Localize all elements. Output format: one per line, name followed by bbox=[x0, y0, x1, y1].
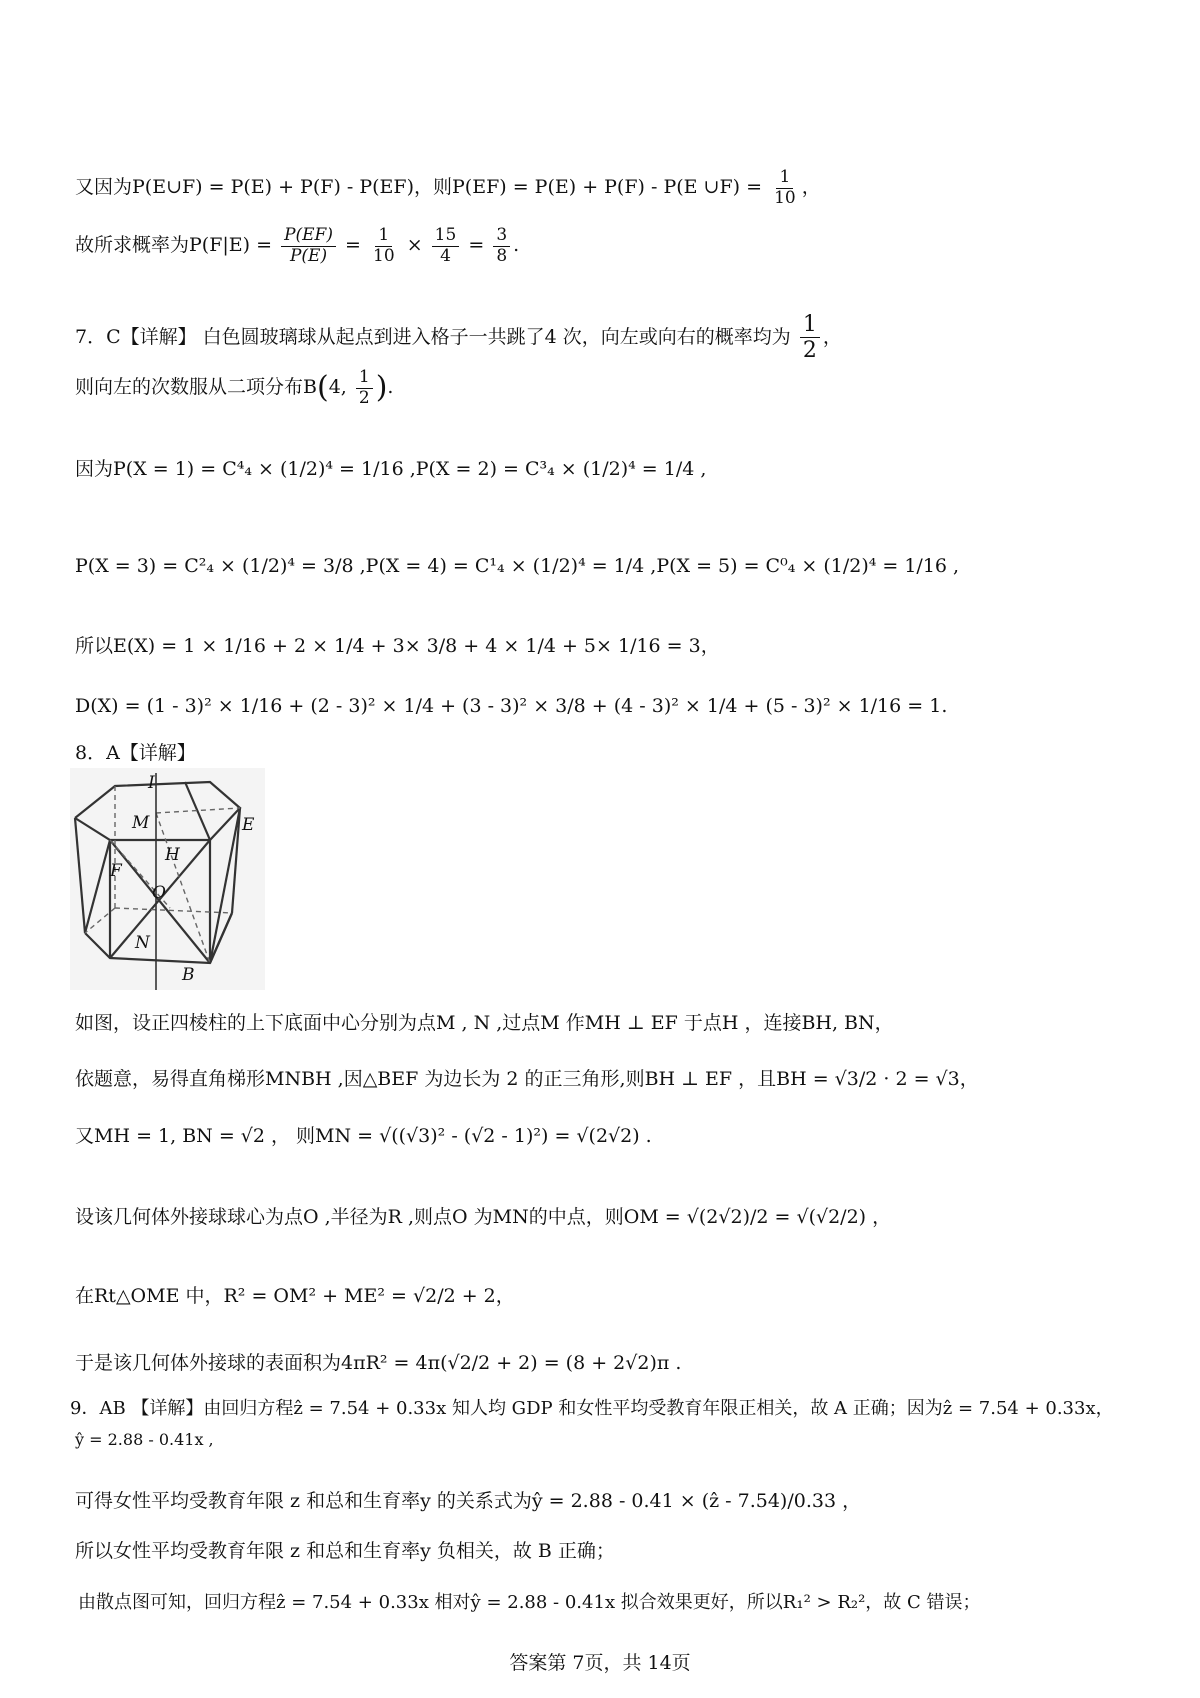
line-negative-corr: 所以女性平均受教育年限 z 和总和生育率y 负相关，故 B 正确； bbox=[75, 1540, 615, 1562]
fraction-1-10: $\frac{1}{10}$ bbox=[774, 167, 796, 208]
line-binomial: 则向左的次数服从二项分布B(4, $\frac{1}{2}$ ). bbox=[75, 367, 394, 408]
line-mn-length: 又MH = 1, BN = √2 ， 则MN = √((√3)² - (√2 - 1)²) = √(2√2) . bbox=[75, 1125, 652, 1147]
line-fit-compare: 由散点图可知，回归方程ẑ = 7.54 + 0.33x 相对ŷ = 2.88 - 0.41x 拟合效果更好，所以R₁² > R₂²，故 C 错误； bbox=[78, 1592, 981, 1613]
line-surface-area: 于是该几何体外接球的表面积为4πR² = 4π(√2/2 + 2) = (8 + 2√2)π . bbox=[75, 1352, 682, 1374]
line-relation: 可得女性平均受教育年限 z 和总和生育率y 的关系式为ŷ = 2.88 - 0.41 × (ẑ - 7.54)/0.33 ， bbox=[75, 1490, 862, 1512]
line1-text: 又因为P(E∪F) = P(E) + P(F) - P(EF)，则P(EF) = P(E) + P(F) - P(E ∪F) = bbox=[75, 176, 763, 199]
fraction-half: $\frac{1}{2}$ bbox=[800, 312, 820, 364]
line-union-prob: 又因为P(E∪F) = P(E) + P(F) - P(EF)，则P(EF) = P(E) + P(F) - P(E ∪F) = $\frac{1}{10}$ ， bbox=[75, 167, 821, 208]
line2-text: 故所求概率为P(F|E) = bbox=[75, 234, 273, 257]
line-variance: D(X) = (1 - 3)² × 1/16 + (2 - 3)² × 1/4 + (3 - 3)² × 3/8 + (4 - 3)² × 1/4 + (5 - 3)² × 1/16 = 1. bbox=[75, 695, 948, 717]
page-footer: 答案第 7页，共 14页 bbox=[509, 1652, 691, 1674]
figure-label-o: O bbox=[152, 883, 166, 903]
prism-figure bbox=[70, 768, 265, 990]
figure-label-i: I bbox=[148, 773, 155, 793]
line3-text: 7．C【详解】 白色圆玻璃球从起点到进入格子一共跳了4 次，向左或向右的概率均为 bbox=[75, 325, 791, 348]
line-q7-intro: 7．C【详解】 白色圆玻璃球从起点到进入格子一共跳了4 次，向左或向右的概率均为 $\frac{1}{2}$ ， bbox=[75, 312, 842, 364]
line-setup: 如图，设正四棱柱的上下底面中心分别为点M , N ,过点M 作MH ⊥ EF 于点H ，连接BH, BN， bbox=[75, 1012, 894, 1034]
line-q9-intro: 9．AB 【详解】由回归方程ẑ = 7.54 + 0.33x 知人均 GDP 和女性平均受教育年限正相关，故 A 正确；因为ẑ = 7.54 + 0.33x， bbox=[70, 1398, 1114, 1419]
line-px-1-2: 因为P(X = 1) = C⁴₄ × (1/2)⁴ = 1/16 ,P(X = 2) = C³₄ × (1/2)⁴ = 1/4 , bbox=[75, 458, 707, 480]
line-expectation: 所以E(X) = 1 × 1/16 + 2 × 1/4 + 3× 3/8 + 4 × 1/4 + 5× 1/16 = 3， bbox=[75, 635, 720, 657]
line-q8-title: 8．A【详解】 bbox=[75, 742, 196, 764]
figure-label-b: B bbox=[182, 965, 195, 985]
fraction-pef-pe: $\frac{P(EF)}{P(E)}$ bbox=[281, 226, 336, 266]
figure-label-h: H bbox=[165, 845, 180, 865]
figure-label-e: E bbox=[242, 815, 255, 835]
line-regression-y: ŷ = 2.88 - 0.41x , bbox=[75, 1430, 214, 1449]
line-conditional-prob: 故所求概率为P(F|E) = $\frac{P(EF)}{P(E)}$ = $\frac{1}{10}$ × $\frac{15}{4}$ = $\frac{3}{8}$ . bbox=[75, 225, 520, 266]
figure-label-n: N bbox=[135, 933, 150, 953]
line-px-3-5: P(X = 3) = C²₄ × (1/2)⁴ = 3/8 ,P(X = 4) = C¹₄ × (1/2)⁴ = 1/4 ,P(X = 5) = C⁰₄ × (1/2)⁴ = 1/16 , bbox=[75, 555, 960, 577]
line-om: 设该几何体外接球球心为点O ,半径为R ,则点O 为MN的中点，则OM = √(2√2)/2 = √(√2/2) ， bbox=[75, 1206, 892, 1228]
line-trapezoid: 依题意，易得直角梯形MNBH ,因△BEF 为边长为 2 的正三角形,则BH ⊥ EF ，且BH = √3/2 · 2 = √3， bbox=[75, 1068, 979, 1090]
line-radius: 在Rt△OME 中，R² = OM² + ME² = √2/2 + 2， bbox=[75, 1285, 515, 1307]
line4-text: 则向左的次数服从二项分布B bbox=[75, 376, 317, 399]
figure-label-m: M bbox=[132, 813, 150, 833]
figure-label-f: F bbox=[110, 861, 122, 881]
